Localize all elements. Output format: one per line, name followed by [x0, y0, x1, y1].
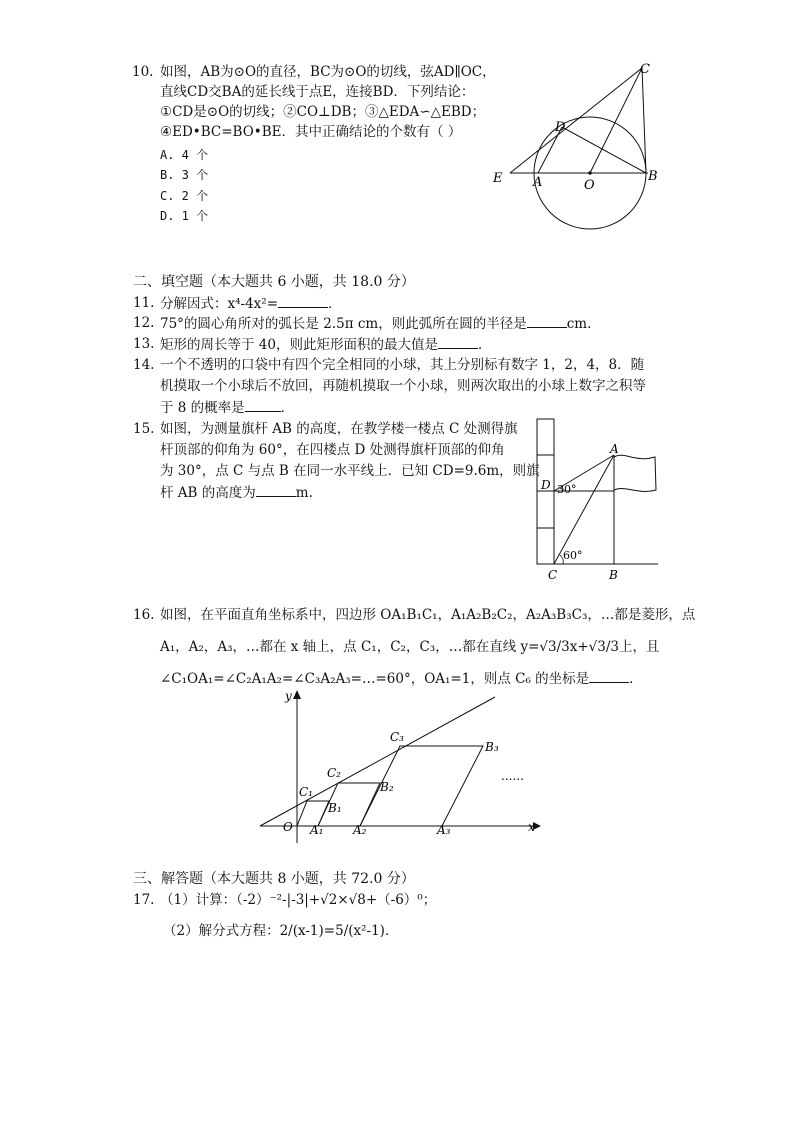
question-text-line: ①CD是⊙O的切线；②CO⊥DB；③△EDA∽△EBD；	[160, 104, 486, 120]
option-d: D. 1 个	[160, 209, 209, 223]
option-c: C. 2 个	[160, 189, 209, 203]
label-c: C	[548, 568, 558, 582]
section-title: 二、填空题（本大题共 6 小题，共 18.0 分）	[133, 274, 415, 290]
question-number: 12.	[133, 315, 155, 331]
question-text: 矩形的周长等于 40，则此矩形面积的最大值是 ．	[160, 334, 491, 355]
label-o: O	[584, 178, 595, 193]
question-number: 13.	[133, 336, 155, 352]
label-o: O	[283, 820, 293, 834]
section-title: 三、解答题（本大题共 8 小题，共 72.0 分）	[133, 871, 415, 887]
question-number: 10.	[132, 64, 154, 80]
label-a: A	[610, 442, 619, 456]
continuation-dots: ......	[501, 769, 524, 783]
label-a2: A₂	[353, 823, 367, 837]
label-x: x	[528, 820, 535, 834]
label-c: C	[640, 62, 650, 77]
question-text-line: 一个不透明的口袋中有四个完全相同的小球，其上分别标有数字 1，2，4，8．随	[160, 357, 645, 373]
question-text-line: 如图，在平面直角坐标系中，四边形 OA₁B₁C₁，A₁A₂B₂C₂，A₂A₃B₃C₃，…都是菱形，点	[160, 607, 696, 623]
question-text-line: 杆顶部的仰角为 60°，在四楼点 D 处测得旗杆顶部的仰角	[160, 442, 505, 458]
flagpole-figure	[530, 413, 670, 585]
label-e: E	[493, 171, 503, 186]
label-b: B	[648, 169, 658, 184]
label-b3: B₃	[485, 740, 499, 754]
question-text-line: 直线CD交BA的延长线于点E，连接BD．下列结论：	[160, 84, 475, 100]
question-text-line: 杆 AB 的高度为 m.	[160, 482, 313, 503]
question-text-line: 为 30°，点 C 与点 B 在同一水平线上．已知 CD=9.6m，则旗	[160, 463, 540, 479]
question-number: 17.	[133, 892, 155, 908]
question-text-line: 于 8 的概率是 ．	[160, 397, 294, 418]
label-c3: C₃	[390, 730, 404, 744]
circle-tangent-figure	[480, 55, 680, 235]
label-c1: C₁	[299, 785, 313, 799]
question-text-line: ∠C₁OA₁=∠C₂A₁A₂=∠C₃A₂A₃=…=60°，OA₁=1，则点 C₆ 的坐标是 ．	[160, 668, 643, 689]
question-text-line: A₁，A₂，A₃，…都在 x 轴上，点 C₁，C₂，C₃，…都在直线 y=√3/3x+√3/3上，且	[160, 639, 660, 655]
option-a: A. 4 个	[160, 148, 209, 162]
rhombus-coordinate-figure	[255, 685, 545, 845]
question-part-1: （1）计算：（-2）⁻²-|-3|+√2×√8+（-6）⁰；	[160, 892, 437, 908]
label-c2: C₂	[327, 766, 341, 780]
question-text-line: 如图，为测量旗杆 AB 的高度，在教学楼一楼点 C 处测得旗	[160, 421, 518, 437]
question-text: 75°的圆心角所对的弧长是 2.5π cm，则此弧所在圆的半径是 cm.	[160, 313, 591, 334]
label-b1: B₁	[328, 801, 342, 815]
label-a1: A₁	[310, 823, 324, 837]
question-number: 15.	[133, 421, 155, 437]
label-a3: A₃	[437, 823, 451, 837]
angle-30-label: 30°	[557, 483, 577, 496]
angle-60-label: 60°	[563, 549, 583, 562]
label-b: B	[609, 568, 618, 582]
label-y: y	[285, 689, 292, 703]
question-text: 分解因式：x⁴-4x²= ．	[160, 293, 342, 314]
label-d: D	[541, 478, 551, 492]
question-text-line: 机摸取一个小球后不放回，再随机摸取一个小球，则两次取出的小球上数字之积等	[160, 378, 646, 394]
question-text-line: ④ED•BC=BO•BE．其中正确结论的个数有（ ）	[160, 124, 462, 140]
label-d: D	[555, 120, 566, 135]
question-part-2: （2）解分式方程：2/(x-1)=5/(x²-1)．	[163, 923, 399, 939]
label-b2: B₂	[380, 780, 394, 794]
question-text-line: 如图，AB为⊙O的直径，BC为⊙O的切线，弦AD∥OC，	[160, 64, 496, 80]
option-b: B. 3 个	[160, 168, 209, 182]
label-a: A	[533, 175, 543, 190]
question-number: 16.	[133, 607, 155, 623]
question-number: 11.	[133, 295, 155, 311]
question-number: 14.	[133, 357, 155, 373]
